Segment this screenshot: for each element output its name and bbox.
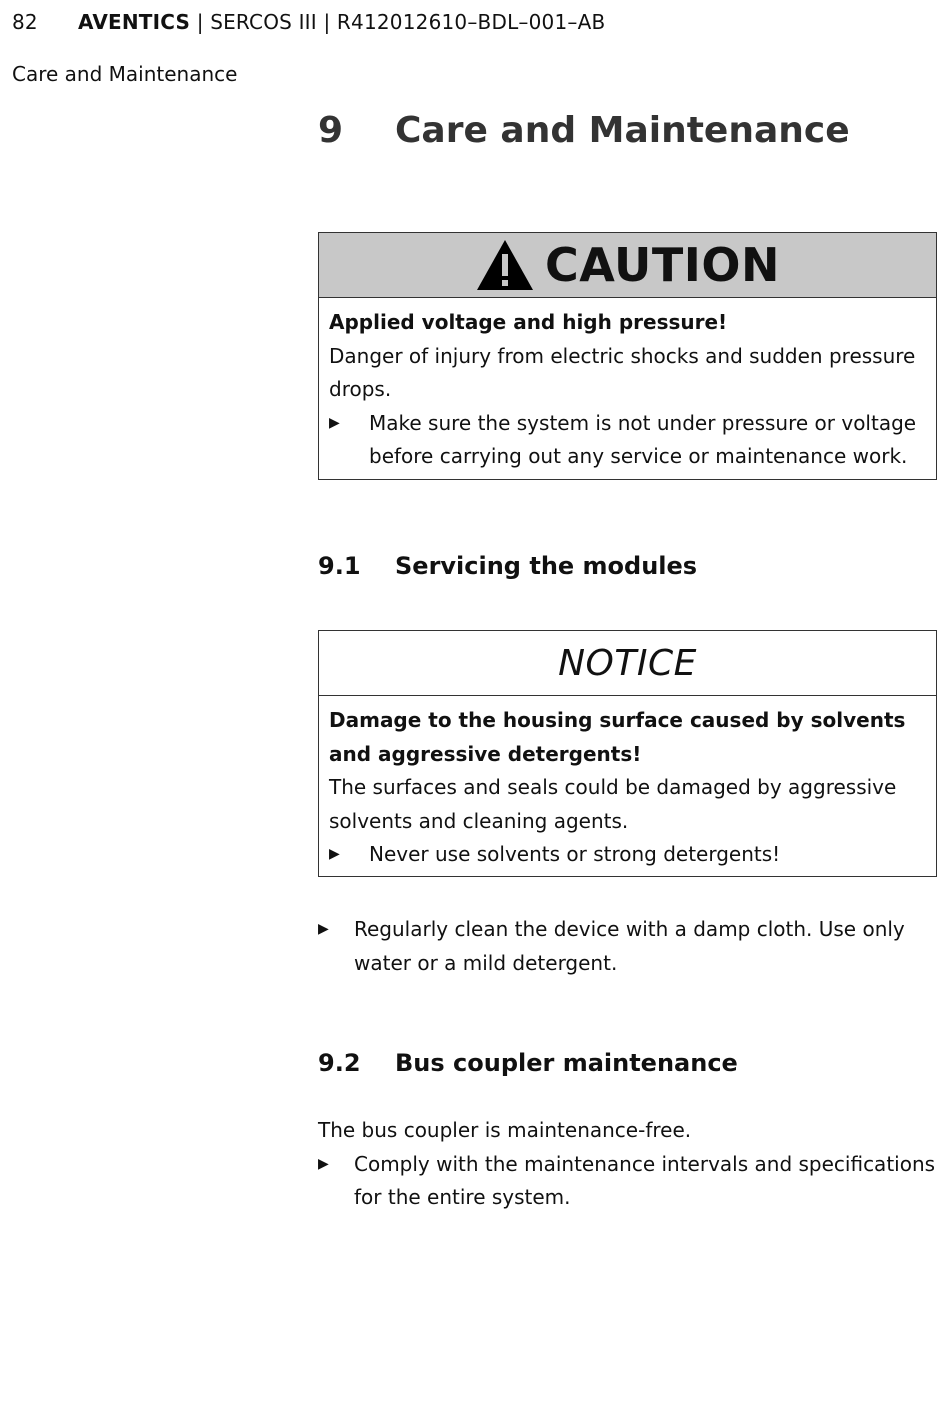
bullet-arrow-icon: ▶ (329, 414, 340, 431)
notice-body (319, 696, 936, 878)
section-heading-9-1 (318, 552, 697, 580)
caution-bullet-text: Make sure the system is not under pressure or voltage before carrying out any service or maintenance work. (369, 410, 917, 468)
section-title: Servicing the modules (395, 552, 698, 580)
page-number: 82 (12, 10, 38, 34)
notice-text: The surfaces and seals could be damaged by aggressive solvents and cleaning agents. (329, 775, 897, 833)
caution-bullet (329, 407, 926, 474)
section-title: Bus coupler maintenance (395, 1049, 738, 1077)
notice-heading: Damage to the housing surface caused by solvents and aggressive detergents! (329, 708, 906, 766)
brand-name: AVENTICS (78, 10, 191, 34)
list-item-text: Comply with the maintenance intervals and specifications for the entire system. (354, 1151, 936, 1209)
section-9-2-body (318, 1114, 938, 1215)
list-item (318, 913, 938, 980)
section-number: 9.2 (318, 1049, 361, 1077)
paragraph: The bus coupler is maintenance-free. (318, 1118, 692, 1142)
notice-signal-word: NOTICE (558, 642, 697, 684)
chapter-number: 9 (318, 110, 344, 151)
list-item (318, 1148, 938, 1215)
list-item-text: Regularly clean the device with a damp cloth. Use only water or a mild detergent. (354, 917, 905, 975)
notice-bullet-text: Never use solvents or strong detergents! (369, 842, 781, 866)
caution-body (319, 298, 936, 480)
notice-bullet (329, 838, 926, 872)
caution-header (319, 233, 936, 298)
chapter-title-text: Care and Maintenance (395, 110, 850, 151)
caution-text: Danger of injury from electric shocks and sudden pressure drops. (329, 343, 916, 401)
running-header (12, 10, 605, 34)
caution-box (318, 232, 937, 480)
cleaning-instruction (318, 913, 938, 980)
notice-header (319, 631, 936, 696)
bullet-arrow-icon: ▶ (318, 921, 329, 937)
chapter-title (318, 110, 850, 151)
bullet-arrow-icon: ▶ (329, 846, 340, 862)
warning-triangle-icon (475, 238, 535, 292)
running-section-title: Care and Maintenance (12, 62, 238, 86)
section-number: 9.1 (318, 552, 361, 580)
caution-signal-word: CAUTION (545, 238, 780, 292)
notice-box (318, 630, 937, 877)
section-heading-9-2 (318, 1049, 738, 1077)
caution-heading: Applied voltage and high pressure! (329, 310, 728, 334)
bullet-arrow-icon: ▶ (318, 1155, 329, 1172)
document-id: | SERCOS III | R412012610–BDL–001–AB (190, 10, 606, 34)
